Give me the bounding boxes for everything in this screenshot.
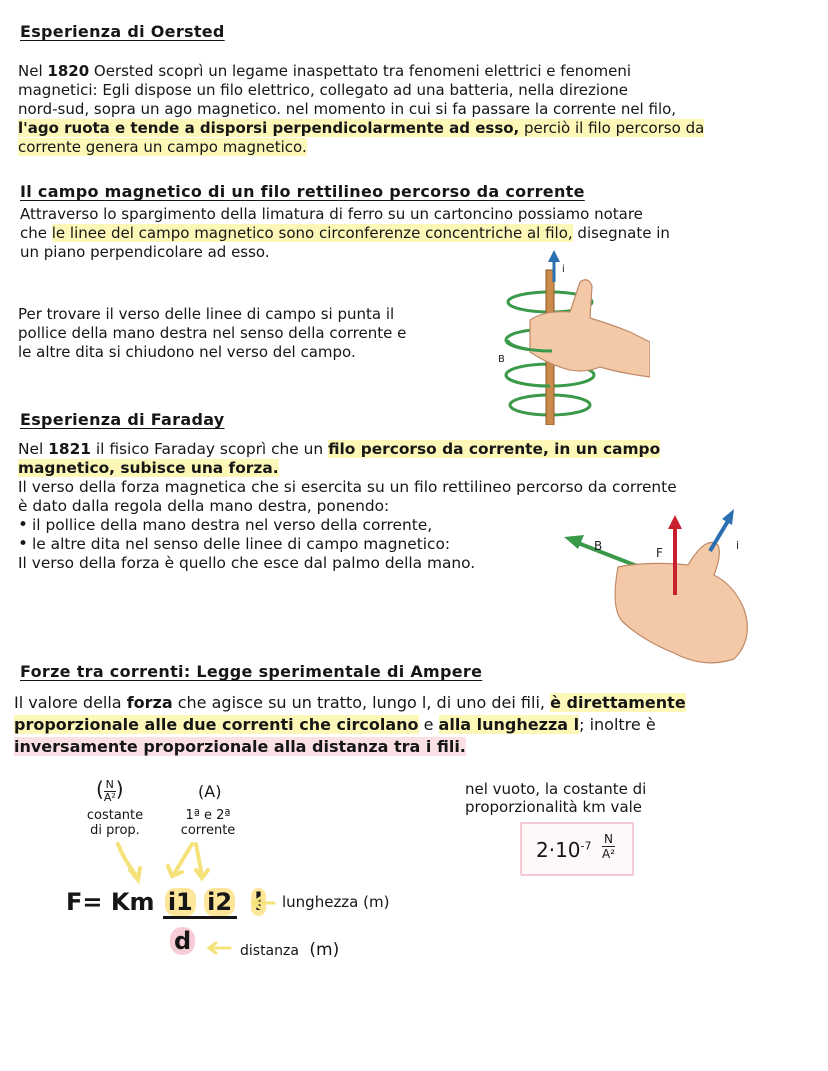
text: costante [86, 808, 144, 823]
section-title-campo-filo: Il campo magnetico di un filo rettilineo percorso da corrente [20, 182, 585, 201]
label-correnti [172, 808, 244, 838]
rule-line-3: le altre dita si chiudono nel verso del campo. [18, 343, 356, 361]
text: Il valore della [14, 693, 127, 712]
field-ring-front [506, 375, 550, 386]
constant-unit [602, 832, 615, 861]
rule-line-1: Per trovare il verso delle linee di campo si punta il [18, 305, 395, 323]
unit-N-A2: ( $\frac{N}{\text{A²}}$ ) [96, 777, 124, 804]
pink-highlight-bold: inversamente proporzionale alla distanza tra i fili. [14, 737, 466, 756]
text: disegnate in [572, 224, 670, 242]
section-title-faraday: Esperienza di Faraday [20, 410, 225, 429]
text: ; inoltre è [579, 715, 656, 734]
text: 2·10 [536, 838, 581, 862]
section-title-ampere: Forze tra correnti: Legge sperimentale di Ampere [20, 662, 483, 681]
highlight-bold: alla lunghezza l [438, 715, 580, 734]
text: le altre dita nel senso delle linee di campo magnetico: [32, 535, 451, 553]
year-1821: 1821 [48, 440, 91, 458]
arrow-distanza [204, 940, 234, 956]
ampere-formula [66, 888, 266, 919]
faraday-line-1 [18, 440, 677, 459]
arrowhead [130, 868, 140, 880]
text: che agisce su un tratto, lungo l, di uno dei fili, [172, 693, 551, 712]
text: il fisico Faraday scoprì che un [91, 440, 329, 458]
unit-den: A² [103, 791, 116, 804]
ampere-line-3 [14, 736, 686, 758]
formula-l: l [251, 888, 265, 916]
text: Nel [18, 440, 49, 458]
text: nel vuoto, la costante di [465, 780, 647, 798]
label-B: B [594, 539, 603, 553]
formula-i2: i2 [204, 888, 235, 916]
label-i: i [562, 264, 565, 275]
faraday-line-5: Il verso della forza è quello che esce dal palmo della mano. [18, 554, 476, 572]
unit-A: (A) [198, 782, 222, 801]
text: di prop. [90, 823, 140, 838]
highlight: le linee del campo magnetico sono circonferenze concentriche al filo, [51, 224, 573, 242]
text: (m) [309, 940, 340, 960]
highlight-bold: proporzionale alle due correnti che circolano [14, 715, 419, 734]
oersted-line-2: magnetici: Egli dispose un filo elettrico, collegato ad una batteria, nella direzione [18, 81, 628, 99]
constant-value [536, 838, 592, 862]
label-F: F [656, 546, 663, 560]
ampere-paragraph [14, 692, 686, 758]
arrow-lunghezza [248, 895, 278, 911]
bold: forza [126, 693, 173, 712]
text: che [20, 224, 52, 242]
oersted-line-1 [18, 62, 704, 81]
text: proporzionalità km vale [465, 798, 643, 816]
label-costante [80, 808, 150, 838]
text: Oersted scoprì un legame inaspettato tra fenomeni elettrici e fenomeni [89, 62, 631, 80]
formula-arrows [100, 840, 240, 890]
text: 1ª e 2ª [185, 808, 231, 823]
section-title-oersted: Esperienza di Oersted [20, 22, 225, 41]
faraday-line-4: è dato dalla regola della mano destra, ponendo: [18, 497, 390, 515]
highlight: corrente genera un campo magnetico. [18, 138, 307, 156]
year-1820: 1820 [47, 62, 90, 80]
ampere-line-1 [14, 692, 686, 714]
highlight-bold: filo percorso da corrente, in un campo [328, 440, 661, 458]
oersted-line-3: nord-sud, sopra un ago magnetico. nel momento in cui si fa passare la corrente nel filo, [18, 100, 677, 118]
denominator [170, 927, 195, 955]
force-hand-figure [560, 505, 770, 665]
right-hand-rule-paragraph [18, 305, 406, 362]
faraday-line-2 [18, 459, 677, 478]
text: Nel [18, 62, 48, 80]
current-arrowhead [722, 509, 734, 525]
highlight-bold: è direttamente [550, 693, 686, 712]
numerator [163, 888, 237, 919]
formula-i1: i1 [165, 888, 196, 916]
label-i: i [736, 539, 740, 552]
arrow-to-i1 [174, 844, 192, 874]
unit-num: N [602, 832, 615, 847]
text: distanza [240, 943, 299, 959]
highlight-bold: l'ago ruota e tende a disporsi perpendicolarmente ad esso, [18, 119, 520, 137]
campo-line-1: Attraverso lo spargimento della limatura di ferro su un cartoncino possiamo notare [20, 205, 643, 223]
campo-line-2 [20, 224, 670, 243]
oersted-paragraph [18, 62, 704, 157]
hand [615, 543, 747, 663]
exponent: -7 [580, 839, 592, 853]
formula-d: d [170, 927, 195, 955]
unit-den: A² [602, 847, 616, 861]
rule-line-2: pollice della mano destra nel senso della corrente e [18, 324, 407, 342]
text: il pollice della mano destra nel verso della corrente, [32, 516, 433, 534]
label-distanza [240, 940, 339, 960]
label-B: B [498, 354, 505, 365]
current-arrowhead [548, 250, 560, 262]
B-arrowhead [564, 535, 584, 549]
faraday-line-3: Il verso della forza magnetica che si esercita su un filo rettilineo percorso da corrente [18, 478, 677, 496]
text: corrente [180, 823, 236, 838]
wire-field-figure [490, 250, 650, 425]
highlight-bold: magnetico, subisce una forza. [18, 459, 279, 477]
formula-F-Km: F= Km [66, 888, 155, 916]
oersted-line-4 [18, 119, 704, 138]
oersted-line-5 [18, 138, 704, 157]
unit-num: N [105, 778, 114, 791]
highlight: perciò il filo percorso da [519, 119, 705, 137]
ampere-line-2 [14, 714, 686, 736]
constant-box [520, 822, 634, 876]
text: e [418, 715, 439, 734]
label-lunghezza: lunghezza (m) [282, 893, 390, 911]
campo-line-3: un piano perpendicolare ad esso. [20, 243, 270, 261]
arrow-to-km [118, 844, 138, 878]
F-arrowhead [668, 515, 682, 529]
vuoto-paragraph [465, 780, 646, 816]
